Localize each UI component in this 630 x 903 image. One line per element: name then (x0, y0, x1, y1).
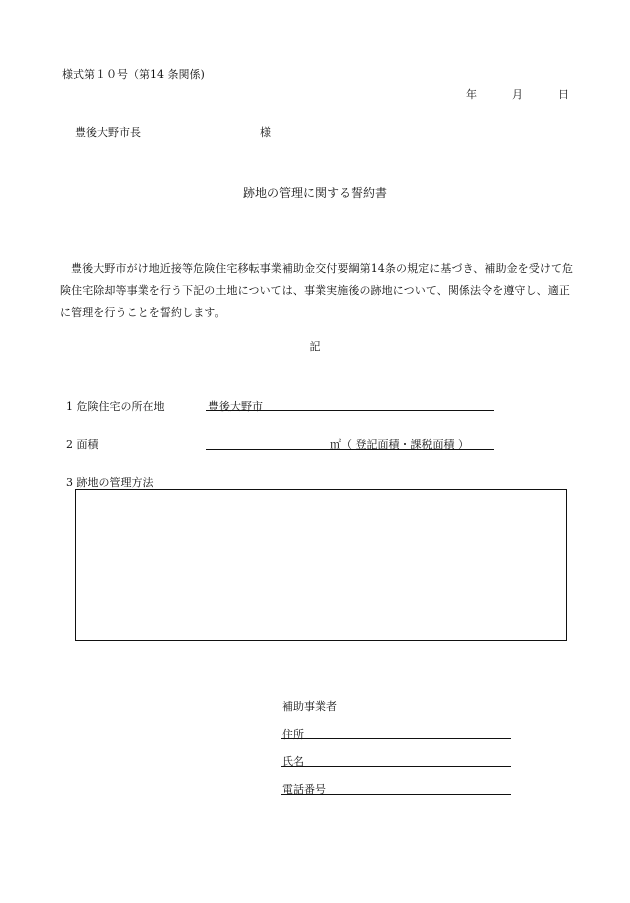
document-title: 跡地の管理に関する誓約書 (242, 186, 387, 200)
item-location-value[interactable]: 豊後大野市 (208, 400, 263, 413)
date-month-label: 月 (512, 88, 523, 101)
form-number: 様式第１０号（第14 条関係) (62, 68, 205, 81)
applicant-phone-label: 電話番号 (282, 783, 326, 796)
item-area-unit: ㎡（ 登記面積・課税面積 ） (330, 438, 469, 451)
applicant-name-field[interactable] (281, 766, 511, 767)
applicant-name-label: 氏名 (282, 755, 304, 768)
applicant-address-label: 住所 (282, 728, 304, 741)
item-management-label: 3 跡地の管理方法 (66, 476, 154, 489)
ki-heading: 記 (309, 340, 321, 353)
item-area-underline[interactable] (206, 449, 494, 450)
date-year-label: 年 (466, 88, 477, 101)
management-method-box[interactable] (75, 489, 567, 641)
item-location-label: 1 危険住宅の所在地 (66, 400, 165, 413)
item-area-label: 2 面積 (66, 438, 99, 451)
item-location-underline (206, 410, 494, 411)
body-paragraph: 豊後大野市がけ地近接等危険住宅移転事業補助金交付要綱第14条の規定に基づき、補助金を受けて危険住宅除却等事業を行う下記の土地については、事業実施後の跡地について、関係法令を遵守し、適正に管理を行うことを誓約します。 (60, 262, 574, 319)
honorific: 様 (260, 126, 271, 139)
applicant-address-field[interactable] (281, 738, 511, 739)
addressee: 豊後大野市長 (75, 126, 141, 139)
applicant-heading: 補助事業者 (282, 700, 337, 713)
date-day-label: 日 (558, 88, 569, 101)
applicant-phone-field[interactable] (281, 794, 511, 795)
